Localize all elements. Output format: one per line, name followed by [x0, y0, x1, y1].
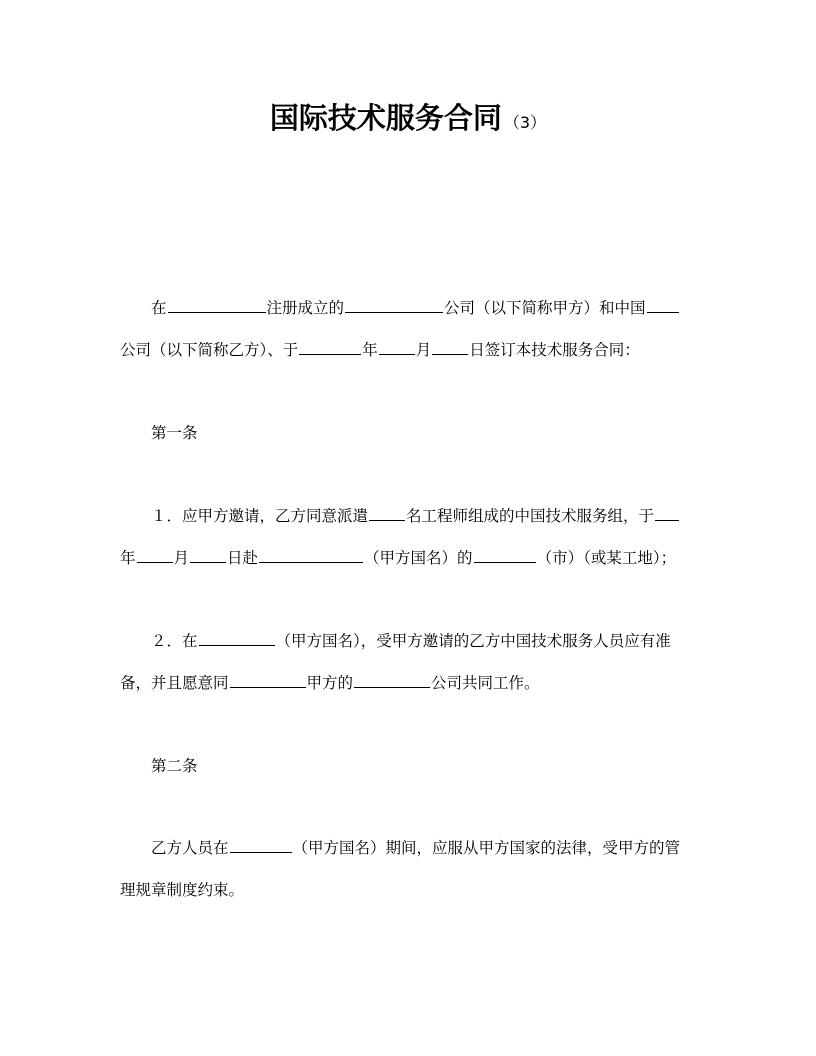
article-2-heading: 第二条 — [151, 757, 198, 775]
article-2-para-line-1 — [151, 838, 680, 858]
clause-text: 甲方的 — [306, 674, 354, 692]
fill-blank — [230, 673, 306, 688]
fill-blank — [199, 631, 275, 646]
clause-text: 公司共同工作。 — [431, 674, 540, 692]
preamble-text: 在 — [151, 299, 167, 317]
clause-text: 月 — [173, 549, 190, 567]
title-suffix: （3） — [503, 113, 547, 132]
fill-blank — [230, 838, 292, 853]
clause-text: １．应甲方邀请，乙方同意派遣 — [151, 507, 369, 525]
article-1-heading: 第一条 — [151, 424, 198, 442]
preamble-text: 注册成立的 — [266, 299, 345, 317]
clause-text: 备，并且愿意同 — [120, 674, 229, 692]
clause-text: ２．在 — [151, 632, 198, 650]
preamble-line-2 — [120, 340, 640, 360]
fill-blank — [190, 548, 226, 563]
fill-blank — [354, 673, 430, 688]
title-text: 国际技术服务合同 — [269, 101, 502, 135]
preamble-text: 月 — [415, 341, 432, 359]
clause-text: （甲方国名）期间，应服从甲方国家的法律，受甲方的管 — [292, 839, 681, 857]
clause-text: （甲方国名），受甲方邀请的乙方中国技术服务人员应有准 — [275, 632, 671, 650]
clause-text: （甲方国名）的 — [364, 549, 473, 567]
clause-text: 乙方人员在 — [151, 839, 229, 857]
article-1-clause-2-line-2 — [120, 673, 540, 693]
fill-blank — [474, 548, 536, 563]
clause-text: 年 — [120, 549, 136, 567]
fill-blank — [345, 298, 443, 313]
fill-blank — [655, 506, 679, 521]
article-1-clause-1-line-1 — [151, 506, 680, 526]
article-1-clause-2-line-1 — [151, 631, 671, 651]
document-title — [0, 96, 816, 137]
fill-blank — [647, 298, 679, 313]
preamble-text: 年 — [362, 341, 378, 359]
clause-text: 名工程师组成的中国技术服务组，于 — [406, 507, 655, 525]
fill-blank — [259, 548, 363, 563]
fill-blank — [299, 340, 361, 355]
article-1-clause-1-line-2 — [120, 548, 676, 568]
fill-blank — [432, 340, 468, 355]
preamble-text: 日签订本技术服务合同： — [469, 341, 640, 359]
preamble-line-1 — [151, 298, 680, 318]
preamble-text: 公司（以下简称乙方）、于 — [120, 341, 299, 359]
fill-blank — [137, 548, 173, 563]
clause-text: （市）（或某工地）； — [536, 549, 677, 567]
fill-blank — [168, 298, 266, 313]
fill-blank — [369, 506, 405, 521]
fill-blank — [379, 340, 415, 355]
clause-text: 日赴 — [227, 549, 259, 567]
preamble-text: 公司（以下简称甲方）和中国 — [444, 299, 646, 317]
article-2-para-line-2: 理规章制度约束。 — [120, 881, 245, 899]
